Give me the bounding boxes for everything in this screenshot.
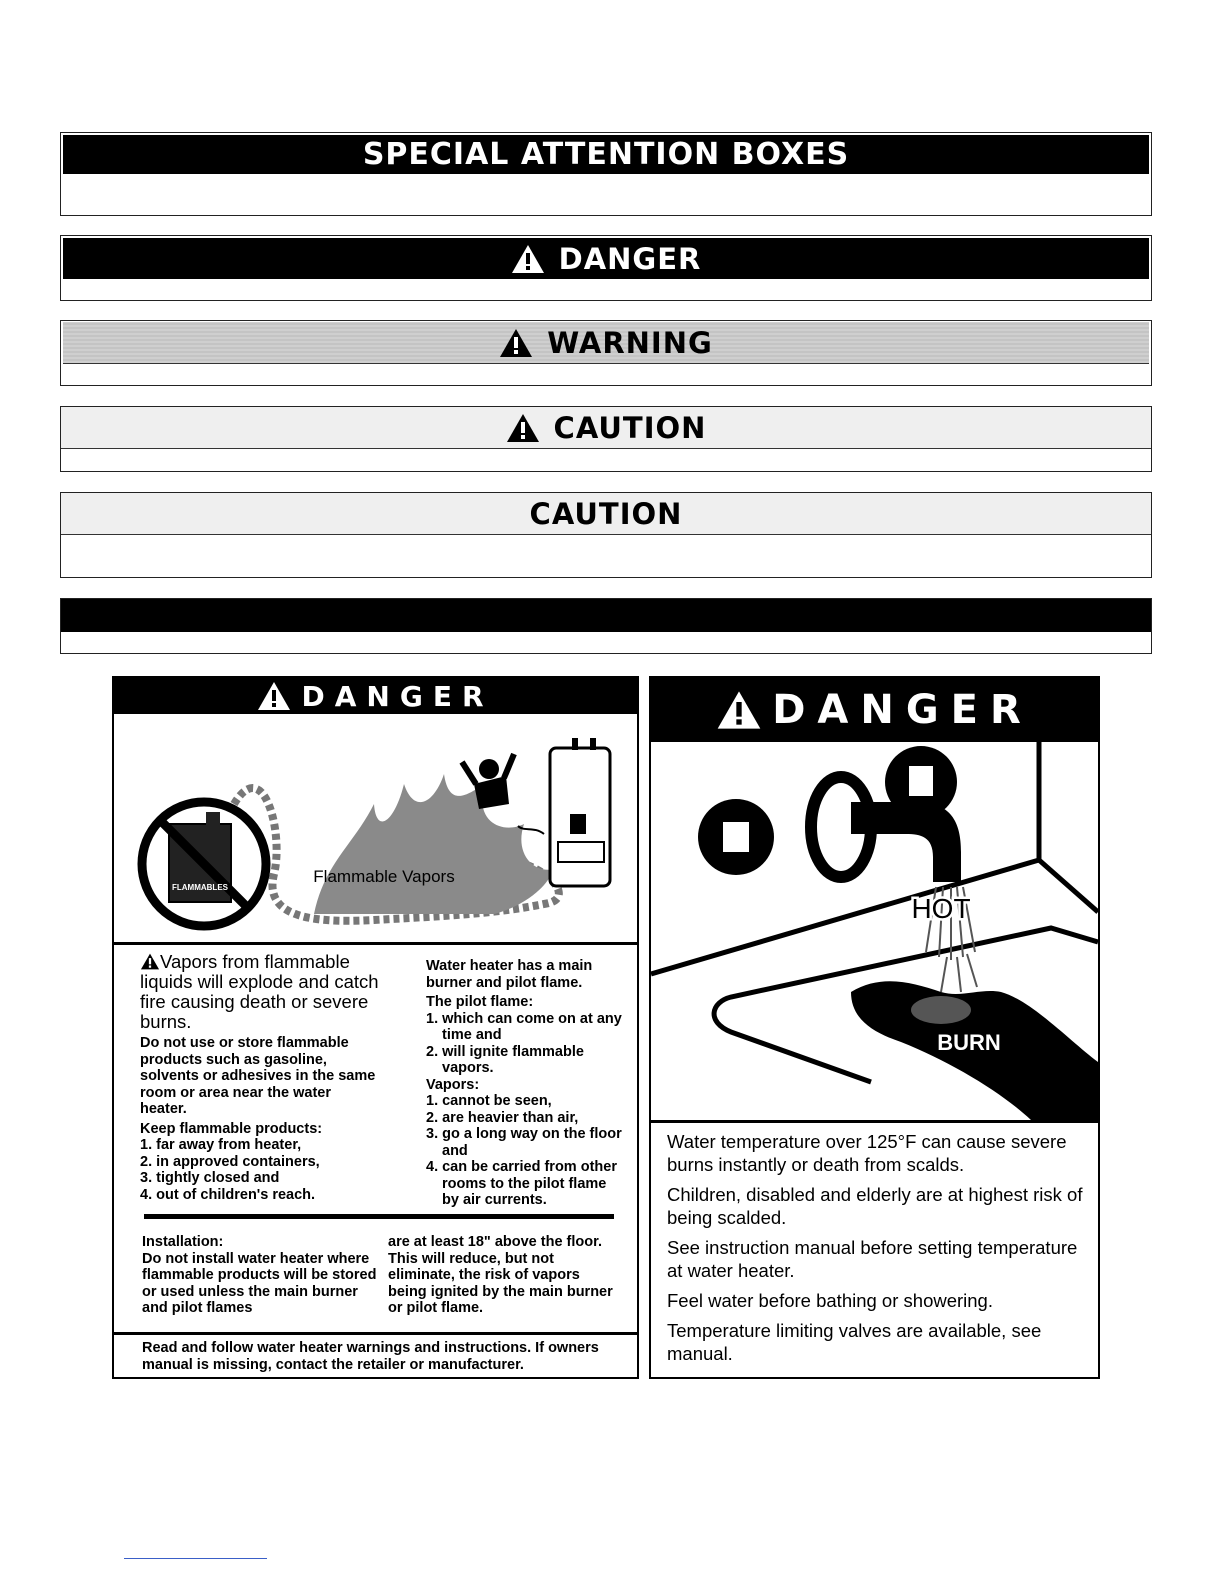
warning-triangle-icon: [257, 681, 291, 711]
list-item: 1. which can come on at any time and: [426, 1010, 622, 1043]
list-item: 4. out of children's reach.: [140, 1186, 316, 1203]
list-item: 2. are heavier than air,: [426, 1109, 579, 1126]
fire-right-column: [426, 958, 622, 1209]
installation-left: [142, 1234, 378, 1320]
list-item: 1. far away from heater,: [140, 1137, 302, 1153]
vapors-heading: Vapors:: [426, 1076, 480, 1093]
danger-title: DANGER: [558, 241, 702, 276]
special-attention-title: SPECIAL ATTENTION BOXES: [362, 137, 850, 172]
warning-triangle-icon: [511, 244, 545, 274]
safety-labels: [112, 676, 1100, 1379]
heater-burner-text: Water heater has a main burner and pilot flame.: [426, 958, 593, 991]
list-item: 3. tightly closed and: [140, 1170, 280, 1186]
scald-paragraph: See instruction manual before setting temperature at water heater.: [667, 1237, 1078, 1281]
warning-triangle-icon: [499, 328, 533, 358]
warning-triangle-icon: [506, 413, 540, 443]
caution-symbol-box: [60, 406, 1152, 472]
special-attention-box: [60, 132, 1152, 216]
list-item: 2. in approved containers,: [140, 1153, 320, 1170]
hot-water-faucet-illustration: [651, 742, 1098, 1120]
flammables-can-label: FLAMMABLES: [172, 883, 228, 892]
vapors-list: [426, 1093, 622, 1209]
installation-text-right: are at least 18" above the floor. This will reduce, but not eliminate, the risk of vapors being ignited by the main burner or pilot flame.: [388, 1234, 613, 1316]
installation-right: [388, 1234, 618, 1320]
flammable-vapors-illustration: [114, 714, 637, 942]
warning-triangle-icon: [140, 953, 160, 970]
fire-footer-text: Read and follow water heater warnings and instructions. If owners manual is missing, contact the retailer or manufacturer.: [142, 1340, 599, 1373]
footer-link-underline[interactable]: [124, 1558, 267, 1559]
fire-footer: [142, 1340, 612, 1376]
fire-label-title-bar: [114, 678, 637, 714]
flammable-vapors-label: [112, 676, 639, 1379]
installation-heading: Installation:: [142, 1234, 224, 1250]
special-attention-header: [63, 135, 1149, 174]
scald-hazard-label: [649, 676, 1100, 1379]
installation-text-left: Do not install water heater where flammable products will be stored or used unless the main burner and pilot flames: [142, 1250, 377, 1316]
warning-box: [60, 320, 1152, 386]
keep-heading: Keep flammable products:: [140, 1120, 323, 1137]
keep-list: [140, 1137, 380, 1203]
caution-symbol-header: [61, 407, 1151, 449]
scald-paragraph: Temperature limiting valves are available, see manual.: [667, 1320, 1042, 1364]
caution-plain-title: CAUTION: [529, 496, 683, 531]
warning-triangle-icon: [716, 690, 762, 730]
scald-label-title-bar: [651, 678, 1098, 742]
list-item: 4. can be carried from other rooms to the pilot flame by air currents.: [426, 1159, 617, 1208]
caution-symbol-title: CAUTION: [553, 410, 707, 445]
fire-label-title: DANGER: [301, 679, 494, 713]
fire-left-column: [140, 952, 380, 1203]
danger-box: [60, 235, 1152, 301]
hot-label: HOT: [911, 893, 971, 924]
scald-warning-text: [667, 1130, 1087, 1372]
pilot-list: [426, 1011, 622, 1077]
fire-footer-divider: [114, 1332, 637, 1335]
scald-label-title: DANGER: [772, 687, 1033, 733]
notice-header: [61, 599, 1151, 632]
warning-title: WARNING: [547, 325, 713, 360]
list-item: 2. will ignite flammable vapors.: [426, 1043, 584, 1076]
fire-lead-text: [140, 952, 380, 1032]
scald-paragraph: Water temperature over 125°F can cause severe burns instantly or death from scalds.: [667, 1131, 1067, 1175]
danger-header: [63, 238, 1149, 279]
fire-storage-text: Do not use or store flammable products such as gasoline, solvents or adhesives in the same room or area near the water heater.: [140, 1035, 376, 1117]
caution-plain-header: [61, 493, 1151, 535]
scald-art-divider: [651, 1120, 1098, 1123]
caution-plain-box: [60, 492, 1152, 578]
fire-lead-label: Vapors from flammable liquids will explode and catch fire causing death or severe burns.: [140, 951, 379, 1032]
pilot-heading: The pilot flame:: [426, 994, 534, 1010]
burn-label: BURN: [937, 1030, 1001, 1055]
list-item: 1. cannot be seen,: [426, 1093, 552, 1109]
flammable-vapors-caption: Flammable Vapors: [313, 867, 455, 886]
scald-paragraph: Feel water before bathing or showering.: [667, 1290, 993, 1311]
fire-section-rule: [144, 1214, 614, 1219]
warning-header: [63, 322, 1149, 364]
scald-paragraph: Children, disabled and elderly are at highest risk of being scalded.: [667, 1184, 1083, 1228]
list-item: 3. go a long way on the floor and: [426, 1126, 622, 1159]
fire-art-divider: [114, 942, 637, 945]
notice-box: [60, 598, 1152, 654]
